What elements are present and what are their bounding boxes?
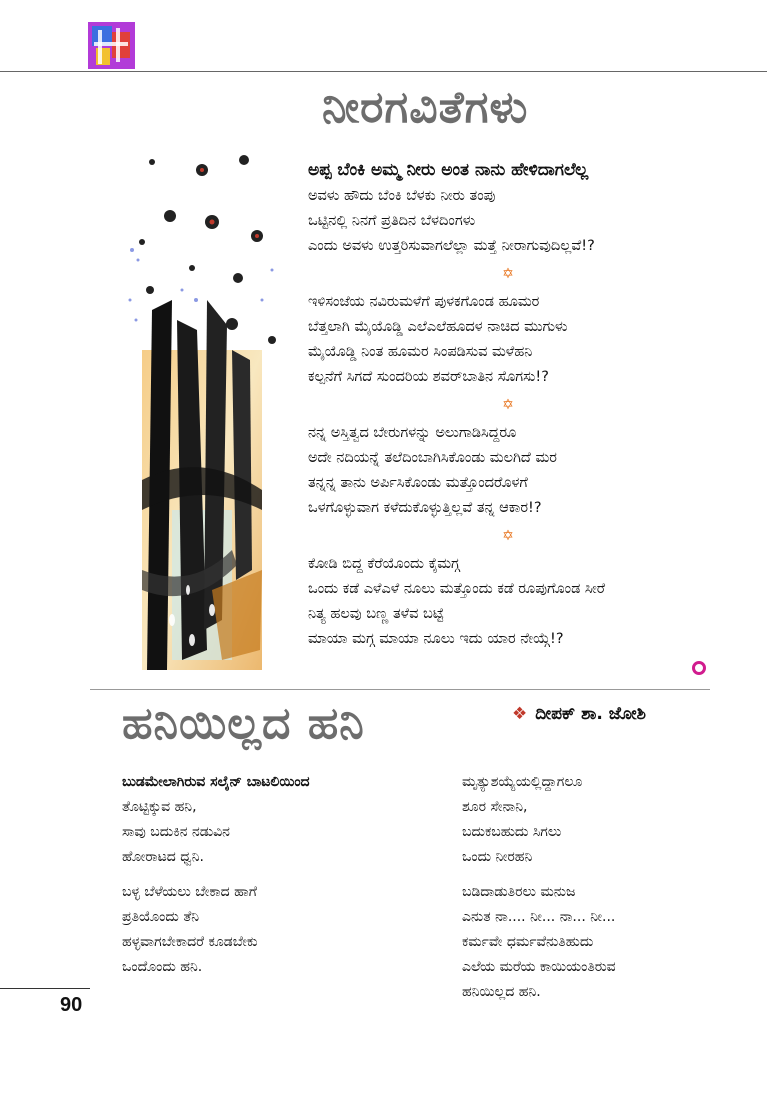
poem-line: ಸಾವು ಬದುಕಿನ ನಡುವಿನ: [122, 824, 230, 840]
poem-line: ತೊಟ್ಟಿಕ್ಕುವ ಹನಿ,: [122, 799, 197, 815]
poem-line: ಕರ್ಮವೇ ಧರ್ಮವೆನುತಿಹುದು: [462, 934, 594, 950]
stanza: [308, 290, 728, 390]
poem-line: ಮಾಯಾ ಮಗ್ಗ ಮಾಯಾ ನೂಲು ಇದು ಯಾರ ನೇಯ್ಗೆ!?: [308, 631, 564, 647]
poem-title: ಹನಿಯಿಲ್ಲದ ಹನಿ: [122, 698, 365, 749]
poem-line: ಬಡಿದಾಡುತಿರಲು ಮನುಜ: [462, 884, 576, 900]
poem-line: ಎನುತ ನಾ.... ನೀ... ನಾ... ನೀ...: [462, 909, 616, 925]
poem-line: ಅವಳು ಹೌದು ಬೆಂಕಿ ಬೆಳಕು ನೀರು ತಂಪು: [308, 188, 496, 204]
poem-line: ಒಂದು ನೀರಹನಿ: [462, 849, 533, 865]
poem-line: ಒಂದೊಂದು ಹನಿ.: [122, 959, 203, 975]
poem-title: ನೀರಗವಿತೆಗಳು: [322, 82, 529, 133]
poem-line: ಶೂರ ಸೇನಾನಿ,: [462, 799, 528, 815]
poem-line: ಒಂದು ಕಡೆ ಎಳೆಎಳೆ ನೂಲು ಮತ್ತೊಂದು ಕಡೆ ರೂಪುಗೊಂಡ ಸೀರೆ: [308, 581, 606, 597]
footer-divider: [0, 988, 90, 989]
poem-line: ಬೆತ್ತಲಾಗಿ ಮೈಯೊಡ್ಡಿ ಎಲೆಎಲೆಹೂದಳ ನಾಚಿದ ಮುಗುಳು: [308, 319, 568, 335]
section-divider: [90, 689, 710, 690]
author-byline: [512, 704, 646, 724]
poem-line: ಒಳಗೊಳ್ಳುವಾಗ ಕಳೆದುಕೊಳ್ಳುತ್ತಿಲ್ಲವೆ ತನ್ನ ಆಕಾರ!?: [308, 500, 542, 516]
magazine-logo-icon: [88, 22, 135, 69]
poem-line: ಬದುಕಬಹುದು ಸಿಗಲು: [462, 824, 562, 840]
poem-body: [308, 158, 728, 655]
poem-line: ಬುಡಮೇಲಾಗಿರುವ ಸಲೈನ್ ಬಾಟಲಿಯಿಂದ: [122, 774, 310, 790]
poem-line: ಹನಿಯಿಲ್ಲದ ಹನಿ.: [462, 984, 541, 1000]
poem-line: ನಿತ್ಯ ಹಲವು ಬಣ್ಣ ತಳೆವ ಬಟ್ಟೆ: [308, 606, 444, 622]
poem-line: ಕಲ್ಪನೆಗೆ ಸಿಗದೆ ಸುಂದರಿಯ ಶವರ್‌ಬಾತಿನ ಸೊಗಸು!?: [308, 369, 549, 385]
poem-line: ನನ್ನ ಅಸ್ತಿತ್ವದ ಬೇರುಗಳನ್ನು ಅಲುಗಾಡಿಸಿದ್ದರೂ: [308, 425, 517, 441]
poem-line-lead: ಅಪ್ಪ ಬೆಂಕಿ ಅಮ್ಮ ನೀರು ಅಂತ ನಾನು ಹೇಳಿದಾಗಲೆಲ್ಲ: [308, 160, 589, 180]
poem-line: ಮೈಯೊಡ್ಡಿ ನಿಂತ ಹೂಮರ ಸಿಂಪಡಿಸುವ ಮಳೆಹನಿ: [308, 344, 533, 360]
poem-line: ಎಂದು ಅವಳು ಉತ್ತರಿಸುವಾಗಲೆಲ್ಲಾ ಮತ್ತೆ ನೀರಾಗುವುದಿಲ್ಲವೆ!?: [308, 238, 595, 254]
poem-column-right: [462, 770, 752, 1005]
poem-line: ಎಲೆಯ ಮರೆಯ ಕಾಯಿಯಂತಿರುವ: [462, 959, 616, 975]
page-number: 90: [60, 994, 83, 1016]
star-separator-icon: ✡: [502, 397, 514, 413]
poem-line: ಒಟ್ಟಿನಲ್ಲಿ ನಿನಗೆ ಪ್ರತಿದಿನ ಬೆಳದಿಂಗಳು: [308, 213, 476, 229]
poem-line: ತನ್ನನ್ನ ತಾನು ಅರ್ಪಿಸಿಕೊಂಡು ಮತ್ತೊಂದರೊಳಗೆ: [308, 475, 528, 491]
stanza: [308, 421, 728, 521]
poem-line: ಪ್ರತಿಯೊಂದು ತೆನಿ: [122, 909, 200, 925]
stanza: [308, 158, 728, 259]
poem-line: ಹೋರಾಟದ ಧ್ವನಿ.: [122, 849, 204, 865]
stanza: [308, 552, 728, 652]
poem-line: ಅದೇ ನದಿಯನ್ನೆ ತಲೆದಿಂಬಾಗಿಸಿಕೊಂಡು ಮಲಗಿದೆ ಮರ: [308, 450, 557, 466]
poem-line: ಮೃತ್ಯುಶಯ್ಯೆಯಲ್ಲಿದ್ದಾಗಲೂ: [462, 774, 583, 790]
poem-line: ಕೋಡಿ ಬಿದ್ದ ಕೆರೆಯೊಂದು ಕೈಮಗ್ಗ: [308, 556, 460, 572]
poem-line: ಬಳ್ಳ ಬೆಳೆಯಲು ಬೇಕಾದ ಹಾಗೆ: [122, 884, 257, 900]
end-mark-icon: [692, 661, 706, 675]
abstract-painting-illustration: [112, 150, 292, 680]
star-separator-icon: ✡: [502, 528, 514, 544]
star-separator-icon: ✡: [502, 266, 514, 282]
poem-column-left: [122, 770, 452, 980]
top-divider: [0, 71, 767, 72]
poem-line: ಹಳ್ಳವಾಗಬೇಕಾದರೆ ಕೂಡಬೇಕು: [122, 934, 258, 950]
author-name: ದೀಪಕ್ ಶಾ. ಜೋಶಿ: [535, 704, 646, 724]
poem-line: [308, 158, 728, 184]
poem-line: ಇಳಿಸಂಜೆಯ ನವಿರುಮಳೆಗೆ ಪುಳಕಗೊಂಡ ಹೂಮರ: [308, 294, 540, 310]
diamond-bullet-icon: ❖: [512, 704, 528, 724]
